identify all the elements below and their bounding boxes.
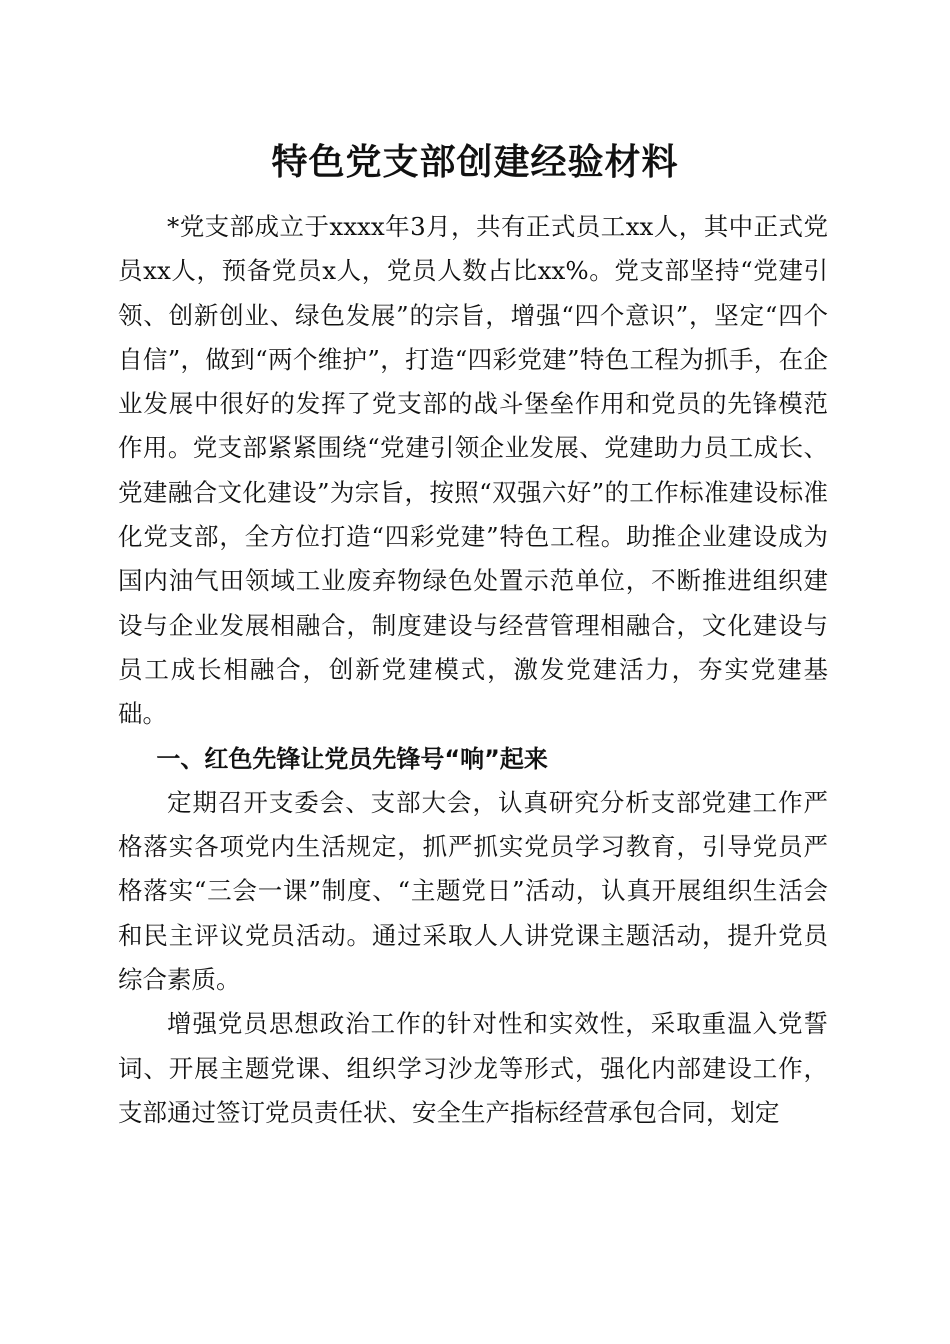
document-body [118, 205, 828, 1135]
document-title: 特色党支部创建经验材料 [271, 141, 679, 183]
section-1-paragraph-2: 增强党员思想政治工作的针对性和实效性，采取重温入党誓词、开展主题党课、组织学习沙龙等形式，强化内部建设工作，支部通过签订党员责任状、安全生产指标经营承包合同，划定 [118, 1009, 828, 1127]
intro-paragraph: *党支部成立于xxxx年3月，共有正式员工xx人，其中正式党员xx人，预备党员x人，党员人数占比xx%。党支部坚持“党建引领、创新创业、绿色发展”的宗旨，增强“四个意识”，坚定“四个自信”，做到“两个维护”，打造“四彩党建”特色工程为抓手，在企业发展中很好的发挥了党支部的战斗堡垒作用和党员的先锋模范作用。党支部紧紧围绕“党建引领企业发展、党建助力员工成长、党建融合文化建设”为宗旨，按照“双强六好”的工作标准建设标准化党支部，全方位打造“四彩党建”特色工程。助推企业建设成为国内油气田领域工业废弃物绿色处置示范单位，不断推进组织建设与企业发展相融合，制度建设与经营管理相融合，文化建设与员工成长相融合，创新党建模式，激发党建活力，夯实党建基础。 [118, 212, 828, 729]
section-heading-1: 一、红色先锋让党员先锋号“响”起来 [156, 744, 548, 773]
section-1-paragraph-1: 定期召开支委会、支部大会，认真研究分析支部党建工作严格落实各项党内生活规定，抓严抓实党员学习教育，引导党员严格落实“三会一课”制度、“主题党日”活动，认真开展组织生活会和民主评议党员活动。通过采取人人讲党课主题活动，提升党员综合素质。 [118, 787, 828, 995]
